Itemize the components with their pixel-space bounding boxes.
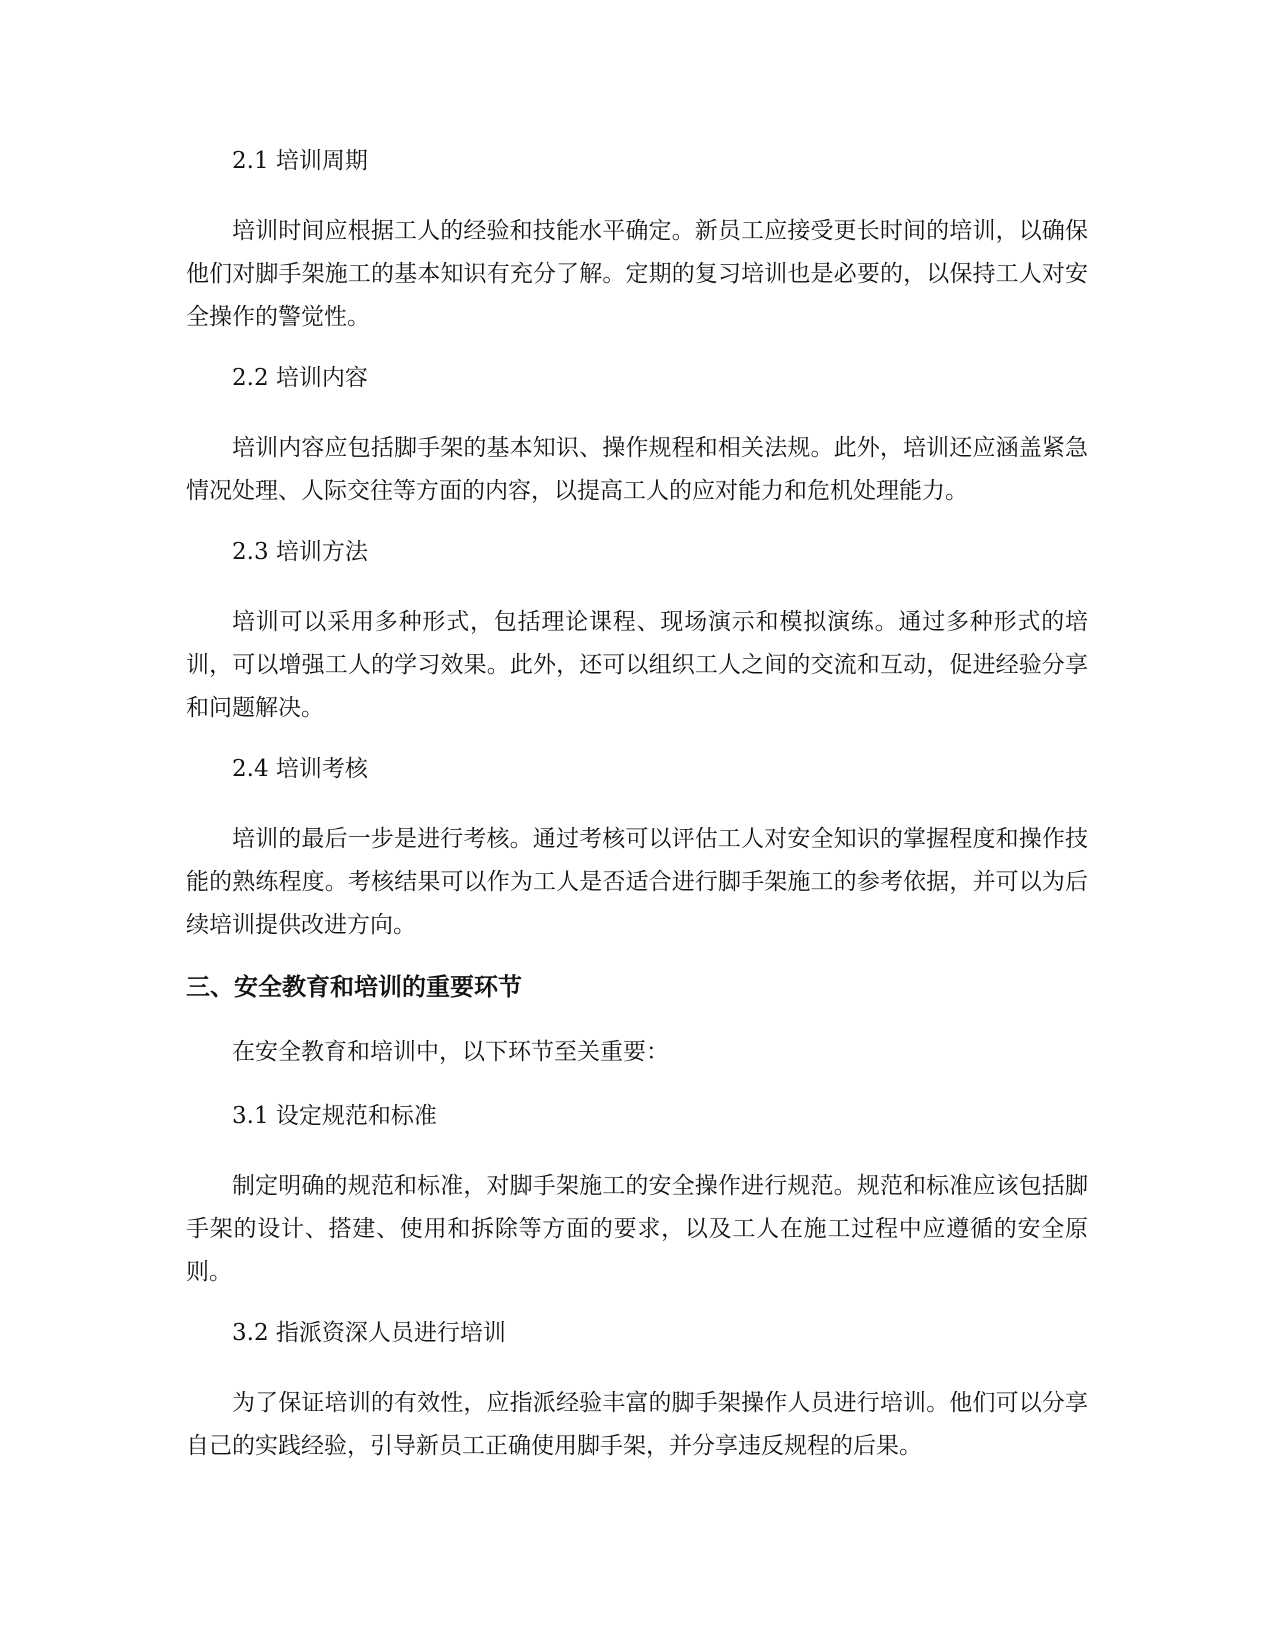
paragraph-senior-trainers: 为了保证培训的有效性，应指派经验丰富的脚手架操作人员进行培训。他们可以分享自己的实践经验，引导新员工正确使用脚手架，并分享违反规程的后果。 [186,1390,1088,1459]
subheading-2-3: 2.3 培训方法 [232,539,368,565]
section-intro: 在安全教育和培训中，以下环节至关重要： [232,1039,669,1065]
paragraph-training-method: 培训可以采用多种形式，包括理论课程、现场演示和模拟演练。通过多种形式的培训，可以增强工人的学习效果。此外，还可以组织工人之间的交流和互动，促进经验分享和问题解决。 [186,609,1088,721]
document-page [186,146,1088,1492]
subheading-2-1: 2.1 培训周期 [232,148,368,174]
section-title-3: 三、安全教育和培训的重要环节 [186,973,522,1001]
subheading-2-2: 2.2 培训内容 [232,365,368,391]
paragraph-standards: 制定明确的规范和标准，对脚手架施工的安全操作进行规范。规范和标准应该包括脚手架的设计、搭建、使用和拆除等方面的要求，以及工人在施工过程中应遵循的安全原则。 [186,1173,1088,1285]
paragraph-training-period: 培训时间应根据工人的经验和技能水平确定。新员工应接受更长时间的培训，以确保他们对脚手架施工的基本知识有充分了解。定期的复习培训也是必要的，以保持工人对安全操作的警觉性。 [186,218,1088,330]
subheading-2-4: 2.4 培训考核 [232,756,368,782]
paragraph-training-content: 培训内容应包括脚手架的基本知识、操作规程和相关法规。此外，培训还应涵盖紧急情况处理、人际交往等方面的内容，以提高工人的应对能力和危机处理能力。 [186,435,1088,504]
subheading-3-1: 3.1 设定规范和标准 [232,1103,437,1129]
subheading-3-2: 3.2 指派资深人员进行培训 [232,1320,506,1346]
paragraph-training-assessment: 培训的最后一步是进行考核。通过考核可以评估工人对安全知识的掌握程度和操作技能的熟练程度。考核结果可以作为工人是否适合进行脚手架施工的参考依据，并可以为后续培训提供改进方向。 [186,826,1088,938]
